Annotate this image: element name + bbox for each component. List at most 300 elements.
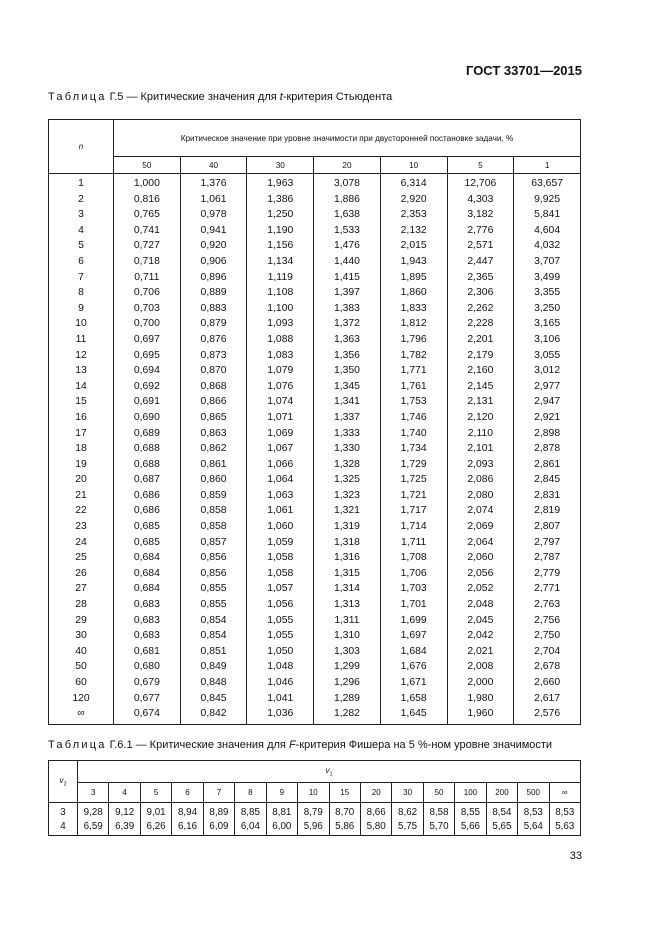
value-cell: 2,750 — [514, 628, 581, 644]
table-row — [49, 207, 581, 223]
row-label-cell: 120 — [49, 691, 114, 707]
value-cell: 2,365 — [447, 270, 514, 286]
value-cell: 0,855 — [180, 597, 247, 613]
value-cell: 5,75 — [392, 819, 423, 836]
table2-column-header: 8 — [235, 783, 266, 803]
document-standard-number: ГОСТ 33701—2015 — [466, 63, 582, 78]
value-cell: 0,684 — [114, 566, 181, 582]
value-cell: 0,906 — [180, 254, 247, 270]
value-cell: 4,032 — [514, 238, 581, 254]
value-cell: 1,833 — [380, 301, 447, 317]
value-cell: 1,316 — [314, 550, 381, 566]
row-label-cell: 9 — [49, 301, 114, 317]
value-cell: 1,356 — [314, 348, 381, 364]
table-row — [49, 363, 581, 379]
value-cell: 0,816 — [114, 192, 181, 208]
value-cell: 2,861 — [514, 457, 581, 473]
table-row — [49, 192, 581, 208]
value-cell: 2,898 — [514, 426, 581, 442]
row-label-cell: 24 — [49, 535, 114, 551]
table2-column-header: 5 — [140, 783, 171, 803]
value-cell: 1,058 — [247, 550, 314, 566]
value-cell: 8,53 — [549, 803, 580, 820]
value-cell: 1,440 — [314, 254, 381, 270]
value-cell: 2,000 — [447, 675, 514, 691]
value-cell: 1,761 — [380, 379, 447, 395]
value-cell: 1,476 — [314, 238, 381, 254]
value-cell: 1,067 — [247, 441, 314, 457]
value-cell: 6,26 — [140, 819, 171, 836]
value-cell: 2,678 — [514, 659, 581, 675]
table2-column-header: 20 — [360, 783, 391, 803]
value-cell: 3,165 — [514, 316, 581, 332]
row-label-cell: 2 — [49, 192, 114, 208]
row-label-cell: 22 — [49, 503, 114, 519]
value-cell: 5,80 — [360, 819, 391, 836]
row-label-cell: 50 — [49, 659, 114, 675]
value-cell: 2,074 — [447, 503, 514, 519]
value-cell: 3,055 — [514, 348, 581, 364]
row-label-cell: 14 — [49, 379, 114, 395]
value-cell: 1,056 — [247, 597, 314, 613]
value-cell: 1,088 — [247, 332, 314, 348]
value-cell: 0,727 — [114, 238, 181, 254]
row-label-cell: 17 — [49, 426, 114, 442]
value-cell: 1,415 — [314, 270, 381, 286]
value-cell: 0,941 — [180, 223, 247, 239]
value-cell: 1,708 — [380, 550, 447, 566]
value-cell: 0,679 — [114, 675, 181, 691]
value-cell: 1,350 — [314, 363, 381, 379]
table2-column-header: 3 — [78, 783, 109, 803]
row-label-cell: 40 — [49, 644, 114, 660]
column-group-header-v1: $v_1$ — [78, 761, 581, 783]
row-label-cell: 60 — [49, 675, 114, 691]
value-cell: 1,057 — [247, 581, 314, 597]
value-cell: 1,061 — [247, 503, 314, 519]
value-cell: 0,858 — [180, 519, 247, 535]
value-cell: 2,201 — [447, 332, 514, 348]
value-cell: 1,746 — [380, 410, 447, 426]
value-cell: 8,79 — [298, 803, 329, 820]
value-cell: 0,849 — [180, 659, 247, 675]
table1-caption-rest: -критерия Стьюдента — [282, 91, 393, 103]
value-cell: 2,756 — [514, 613, 581, 629]
value-cell: 1,717 — [380, 503, 447, 519]
value-cell: 1,706 — [380, 566, 447, 582]
table-row — [49, 488, 581, 504]
value-cell: 0,741 — [114, 223, 181, 239]
value-cell: 12,706 — [447, 174, 514, 192]
value-cell: 1,734 — [380, 441, 447, 457]
value-cell: 0,857 — [180, 535, 247, 551]
value-cell: 8,70 — [329, 803, 360, 820]
table-row — [49, 410, 581, 426]
value-cell: 0,861 — [180, 457, 247, 473]
value-cell: 0,690 — [114, 410, 181, 426]
value-cell: 1,333 — [314, 426, 381, 442]
value-cell: 5,63 — [549, 819, 580, 836]
value-cell: 9,28 — [78, 803, 109, 820]
value-cell: 1,533 — [314, 223, 381, 239]
value-cell: 0,876 — [180, 332, 247, 348]
table1-column-header: 10 — [380, 157, 447, 174]
value-cell: 0,865 — [180, 410, 247, 426]
value-cell: 1,714 — [380, 519, 447, 535]
value-cell: 1,050 — [247, 644, 314, 660]
value-cell: 2,262 — [447, 301, 514, 317]
row-label-cell: 28 — [49, 597, 114, 613]
value-cell: 1,895 — [380, 270, 447, 286]
value-cell: 1,860 — [380, 285, 447, 301]
value-cell: 0,870 — [180, 363, 247, 379]
row-label-cell: 7 — [49, 270, 114, 286]
value-cell: 2,779 — [514, 566, 581, 582]
value-cell: 5,66 — [455, 819, 486, 836]
value-cell: 8,85 — [235, 803, 266, 820]
value-cell: 5,96 — [298, 819, 329, 836]
value-cell: 6,59 — [78, 819, 109, 836]
value-cell: 1,645 — [380, 706, 447, 724]
value-cell: 0,694 — [114, 363, 181, 379]
value-cell: 0,684 — [114, 550, 181, 566]
value-cell: 1,943 — [380, 254, 447, 270]
value-cell: 1,303 — [314, 644, 381, 660]
value-cell: 2,042 — [447, 628, 514, 644]
value-cell: 1,041 — [247, 691, 314, 707]
value-cell: 0,692 — [114, 379, 181, 395]
table2-column-header: 4 — [109, 783, 140, 803]
value-cell: 1,048 — [247, 659, 314, 675]
table-row — [49, 316, 581, 332]
value-cell: 8,58 — [423, 803, 454, 820]
value-cell: 1,046 — [247, 675, 314, 691]
table-row — [49, 566, 581, 582]
value-cell: 0,873 — [180, 348, 247, 364]
value-cell: 2,052 — [447, 581, 514, 597]
value-cell: 2,160 — [447, 363, 514, 379]
value-cell: 0,896 — [180, 270, 247, 286]
value-cell: 0,860 — [180, 472, 247, 488]
value-cell: 1,740 — [380, 426, 447, 442]
table1-caption-number: Г.5 — Критические значения для — [109, 91, 280, 103]
value-cell: 0,978 — [180, 207, 247, 223]
value-cell: 1,337 — [314, 410, 381, 426]
value-cell: 0,685 — [114, 519, 181, 535]
value-cell: 0,862 — [180, 441, 247, 457]
value-cell: 2,306 — [447, 285, 514, 301]
table2-caption-prefix: Таблица — [48, 739, 107, 751]
row-label-cell: 4 — [49, 223, 114, 239]
row-header-n: n — [49, 120, 114, 174]
row-label-cell: 23 — [49, 519, 114, 535]
value-cell: 3,078 — [314, 174, 381, 192]
value-cell: 2,145 — [447, 379, 514, 395]
value-cell: 0,858 — [180, 503, 247, 519]
value-cell: 6,16 — [172, 819, 203, 836]
row-label-cell: 15 — [49, 394, 114, 410]
table1-column-header: 5 — [447, 157, 514, 174]
table-row — [49, 659, 581, 675]
value-cell: 1,063 — [247, 488, 314, 504]
value-cell: 1,000 — [114, 174, 181, 192]
value-cell: 0,688 — [114, 457, 181, 473]
table2-column-header: 15 — [329, 783, 360, 803]
row-header-v2: $v_2$ — [49, 761, 78, 803]
table-row — [49, 706, 581, 724]
value-cell: 0,686 — [114, 503, 181, 519]
value-cell: 2,776 — [447, 223, 514, 239]
value-cell: 2,921 — [514, 410, 581, 426]
table-row — [49, 301, 581, 317]
value-cell: 6,04 — [235, 819, 266, 836]
value-cell: 0,863 — [180, 426, 247, 442]
table-row — [49, 332, 581, 348]
value-cell: 1,372 — [314, 316, 381, 332]
table2-column-header: 200 — [486, 783, 517, 803]
value-cell: 1,250 — [247, 207, 314, 223]
value-cell: 2,797 — [514, 535, 581, 551]
value-cell: 1,771 — [380, 363, 447, 379]
row-label-cell: 3 — [49, 207, 114, 223]
value-cell: 1,310 — [314, 628, 381, 644]
table1-caption-italic: t — [279, 91, 283, 103]
value-cell: 1,638 — [314, 207, 381, 223]
table2-column-header: 100 — [455, 783, 486, 803]
table-row — [49, 803, 581, 820]
value-cell: 0,681 — [114, 644, 181, 660]
table2-column-header: 10 — [298, 783, 329, 803]
value-cell: 2,920 — [380, 192, 447, 208]
row-label-cell: 8 — [49, 285, 114, 301]
value-cell: 0,703 — [114, 301, 181, 317]
value-cell: 2,771 — [514, 581, 581, 597]
value-cell: 0,883 — [180, 301, 247, 317]
value-cell: 1,055 — [247, 628, 314, 644]
value-cell: 2,447 — [447, 254, 514, 270]
value-cell: 0,879 — [180, 316, 247, 332]
row-label-cell: 19 — [49, 457, 114, 473]
value-cell: 2,807 — [514, 519, 581, 535]
value-cell: 5,64 — [518, 819, 549, 836]
value-cell: 2,845 — [514, 472, 581, 488]
value-cell: 0,683 — [114, 597, 181, 613]
value-cell: 1,066 — [247, 457, 314, 473]
value-cell: 1,064 — [247, 472, 314, 488]
value-cell: 2,617 — [514, 691, 581, 707]
table1-column-header: 50 — [114, 157, 181, 174]
value-cell: 1,796 — [380, 332, 447, 348]
value-cell: 0,683 — [114, 628, 181, 644]
value-cell: 0,889 — [180, 285, 247, 301]
table2-column-header: 7 — [203, 783, 234, 803]
table-row — [49, 223, 581, 239]
value-cell: 0,697 — [114, 332, 181, 348]
table2-column-header: 30 — [392, 783, 423, 803]
value-cell: 0,854 — [180, 628, 247, 644]
value-cell: 0,868 — [180, 379, 247, 395]
table-row — [49, 472, 581, 488]
row-label-cell: 18 — [49, 441, 114, 457]
value-cell: 2,878 — [514, 441, 581, 457]
value-cell: 1,059 — [247, 535, 314, 551]
value-cell: 0,842 — [180, 706, 247, 724]
value-cell: 1,330 — [314, 441, 381, 457]
table-row — [49, 519, 581, 535]
value-cell: 0,695 — [114, 348, 181, 364]
value-cell: 1,658 — [380, 691, 447, 707]
value-cell: 1,069 — [247, 426, 314, 442]
value-cell: 0,920 — [180, 238, 247, 254]
row-label-cell: 10 — [49, 316, 114, 332]
table2-column-header: 9 — [266, 783, 297, 803]
value-cell: 1,093 — [247, 316, 314, 332]
table2-caption-italic: F — [288, 739, 296, 751]
row-label-cell: 12 — [49, 348, 114, 364]
row-label-cell: 4 — [49, 819, 78, 836]
row-label-cell: 30 — [49, 628, 114, 644]
value-cell: 3,250 — [514, 301, 581, 317]
value-cell: 1,314 — [314, 581, 381, 597]
value-cell: 1,960 — [447, 706, 514, 724]
value-cell: 1,058 — [247, 566, 314, 582]
value-cell: 1,341 — [314, 394, 381, 410]
value-cell: 0,685 — [114, 535, 181, 551]
value-cell: 1,296 — [314, 675, 381, 691]
row-label-cell: ∞ — [49, 706, 114, 724]
table-row — [49, 691, 581, 707]
value-cell: 0,689 — [114, 426, 181, 442]
value-cell: 8,66 — [360, 803, 391, 820]
value-cell: 1,325 — [314, 472, 381, 488]
table-row — [49, 174, 581, 192]
value-cell: 1,711 — [380, 535, 447, 551]
table-row — [49, 285, 581, 301]
value-cell: 2,660 — [514, 675, 581, 691]
value-cell: 1,119 — [247, 270, 314, 286]
value-cell: 0,845 — [180, 691, 247, 707]
value-cell: 1,079 — [247, 363, 314, 379]
value-cell: 0,691 — [114, 394, 181, 410]
value-cell: 1,345 — [314, 379, 381, 395]
table-row — [49, 441, 581, 457]
value-cell: 1,323 — [314, 488, 381, 504]
value-cell: 1,328 — [314, 457, 381, 473]
table2-column-header: 50 — [423, 783, 454, 803]
value-cell: 0,856 — [180, 550, 247, 566]
value-cell: 3,499 — [514, 270, 581, 286]
value-cell: 5,70 — [423, 819, 454, 836]
table2-caption — [48, 739, 552, 751]
value-cell: 1,055 — [247, 613, 314, 629]
row-label-cell: 20 — [49, 472, 114, 488]
value-cell: 2,819 — [514, 503, 581, 519]
value-cell: 2,080 — [447, 488, 514, 504]
table-row — [49, 597, 581, 613]
table1-column-header: 40 — [180, 157, 247, 174]
value-cell: 3,182 — [447, 207, 514, 223]
value-cell: 0,687 — [114, 472, 181, 488]
value-cell: 2,069 — [447, 519, 514, 535]
table1-caption-prefix: Таблица — [48, 91, 107, 103]
value-cell: 8,81 — [266, 803, 297, 820]
significance-group-header: Критическое значение при уровне значимости при двусторонней постановке задачи, % — [114, 120, 581, 157]
value-cell: 2,576 — [514, 706, 581, 724]
value-cell: 1,684 — [380, 644, 447, 660]
value-cell: 0,765 — [114, 207, 181, 223]
value-cell: 63,657 — [514, 174, 581, 192]
table-row — [49, 550, 581, 566]
value-cell: 2,977 — [514, 379, 581, 395]
row-label-cell: 21 — [49, 488, 114, 504]
value-cell: 9,12 — [109, 803, 140, 820]
table-row — [49, 457, 581, 473]
table-row — [49, 819, 581, 836]
row-label-cell: 3 — [49, 803, 78, 820]
value-cell: 1,311 — [314, 613, 381, 629]
table-row — [49, 379, 581, 395]
value-cell: 1,812 — [380, 316, 447, 332]
table-row — [49, 675, 581, 691]
value-cell: 2,008 — [447, 659, 514, 675]
value-cell: 2,704 — [514, 644, 581, 660]
value-cell: 1,963 — [247, 174, 314, 192]
value-cell: 0,686 — [114, 488, 181, 504]
value-cell: 1,036 — [247, 706, 314, 724]
value-cell: 2,045 — [447, 613, 514, 629]
value-cell: 3,707 — [514, 254, 581, 270]
value-cell: 2,101 — [447, 441, 514, 457]
value-cell: 0,684 — [114, 581, 181, 597]
student-t-table — [48, 119, 581, 725]
value-cell: 1,100 — [247, 301, 314, 317]
value-cell: 2,021 — [447, 644, 514, 660]
row-label-cell: 16 — [49, 410, 114, 426]
value-cell: 4,604 — [514, 223, 581, 239]
value-cell: 1,729 — [380, 457, 447, 473]
value-cell: 1,397 — [314, 285, 381, 301]
page-number: 33 — [569, 850, 582, 862]
value-cell: 8,55 — [455, 803, 486, 820]
row-label-cell: 26 — [49, 566, 114, 582]
value-cell: 1,321 — [314, 503, 381, 519]
value-cell: 1,697 — [380, 628, 447, 644]
value-cell: 0,854 — [180, 613, 247, 629]
table-row — [49, 348, 581, 364]
value-cell: 0,718 — [114, 254, 181, 270]
value-cell: 8,62 — [392, 803, 423, 820]
value-cell: 2,179 — [447, 348, 514, 364]
value-cell: 6,314 — [380, 174, 447, 192]
value-cell: 0,856 — [180, 566, 247, 582]
value-cell: 5,86 — [329, 819, 360, 836]
value-cell: 2,831 — [514, 488, 581, 504]
table1-column-header: 1 — [514, 157, 581, 174]
table1-column-header: 30 — [247, 157, 314, 174]
value-cell: 1,721 — [380, 488, 447, 504]
value-cell: 1,134 — [247, 254, 314, 270]
value-cell: 0,683 — [114, 613, 181, 629]
value-cell: 1,319 — [314, 519, 381, 535]
value-cell: 1,156 — [247, 238, 314, 254]
value-cell: 1,318 — [314, 535, 381, 551]
table2-column-header: 500 — [518, 783, 549, 803]
table-row — [49, 628, 581, 644]
value-cell: 1,083 — [247, 348, 314, 364]
value-cell: 1,061 — [180, 192, 247, 208]
value-cell: 2,048 — [447, 597, 514, 613]
value-cell: 2,787 — [514, 550, 581, 566]
